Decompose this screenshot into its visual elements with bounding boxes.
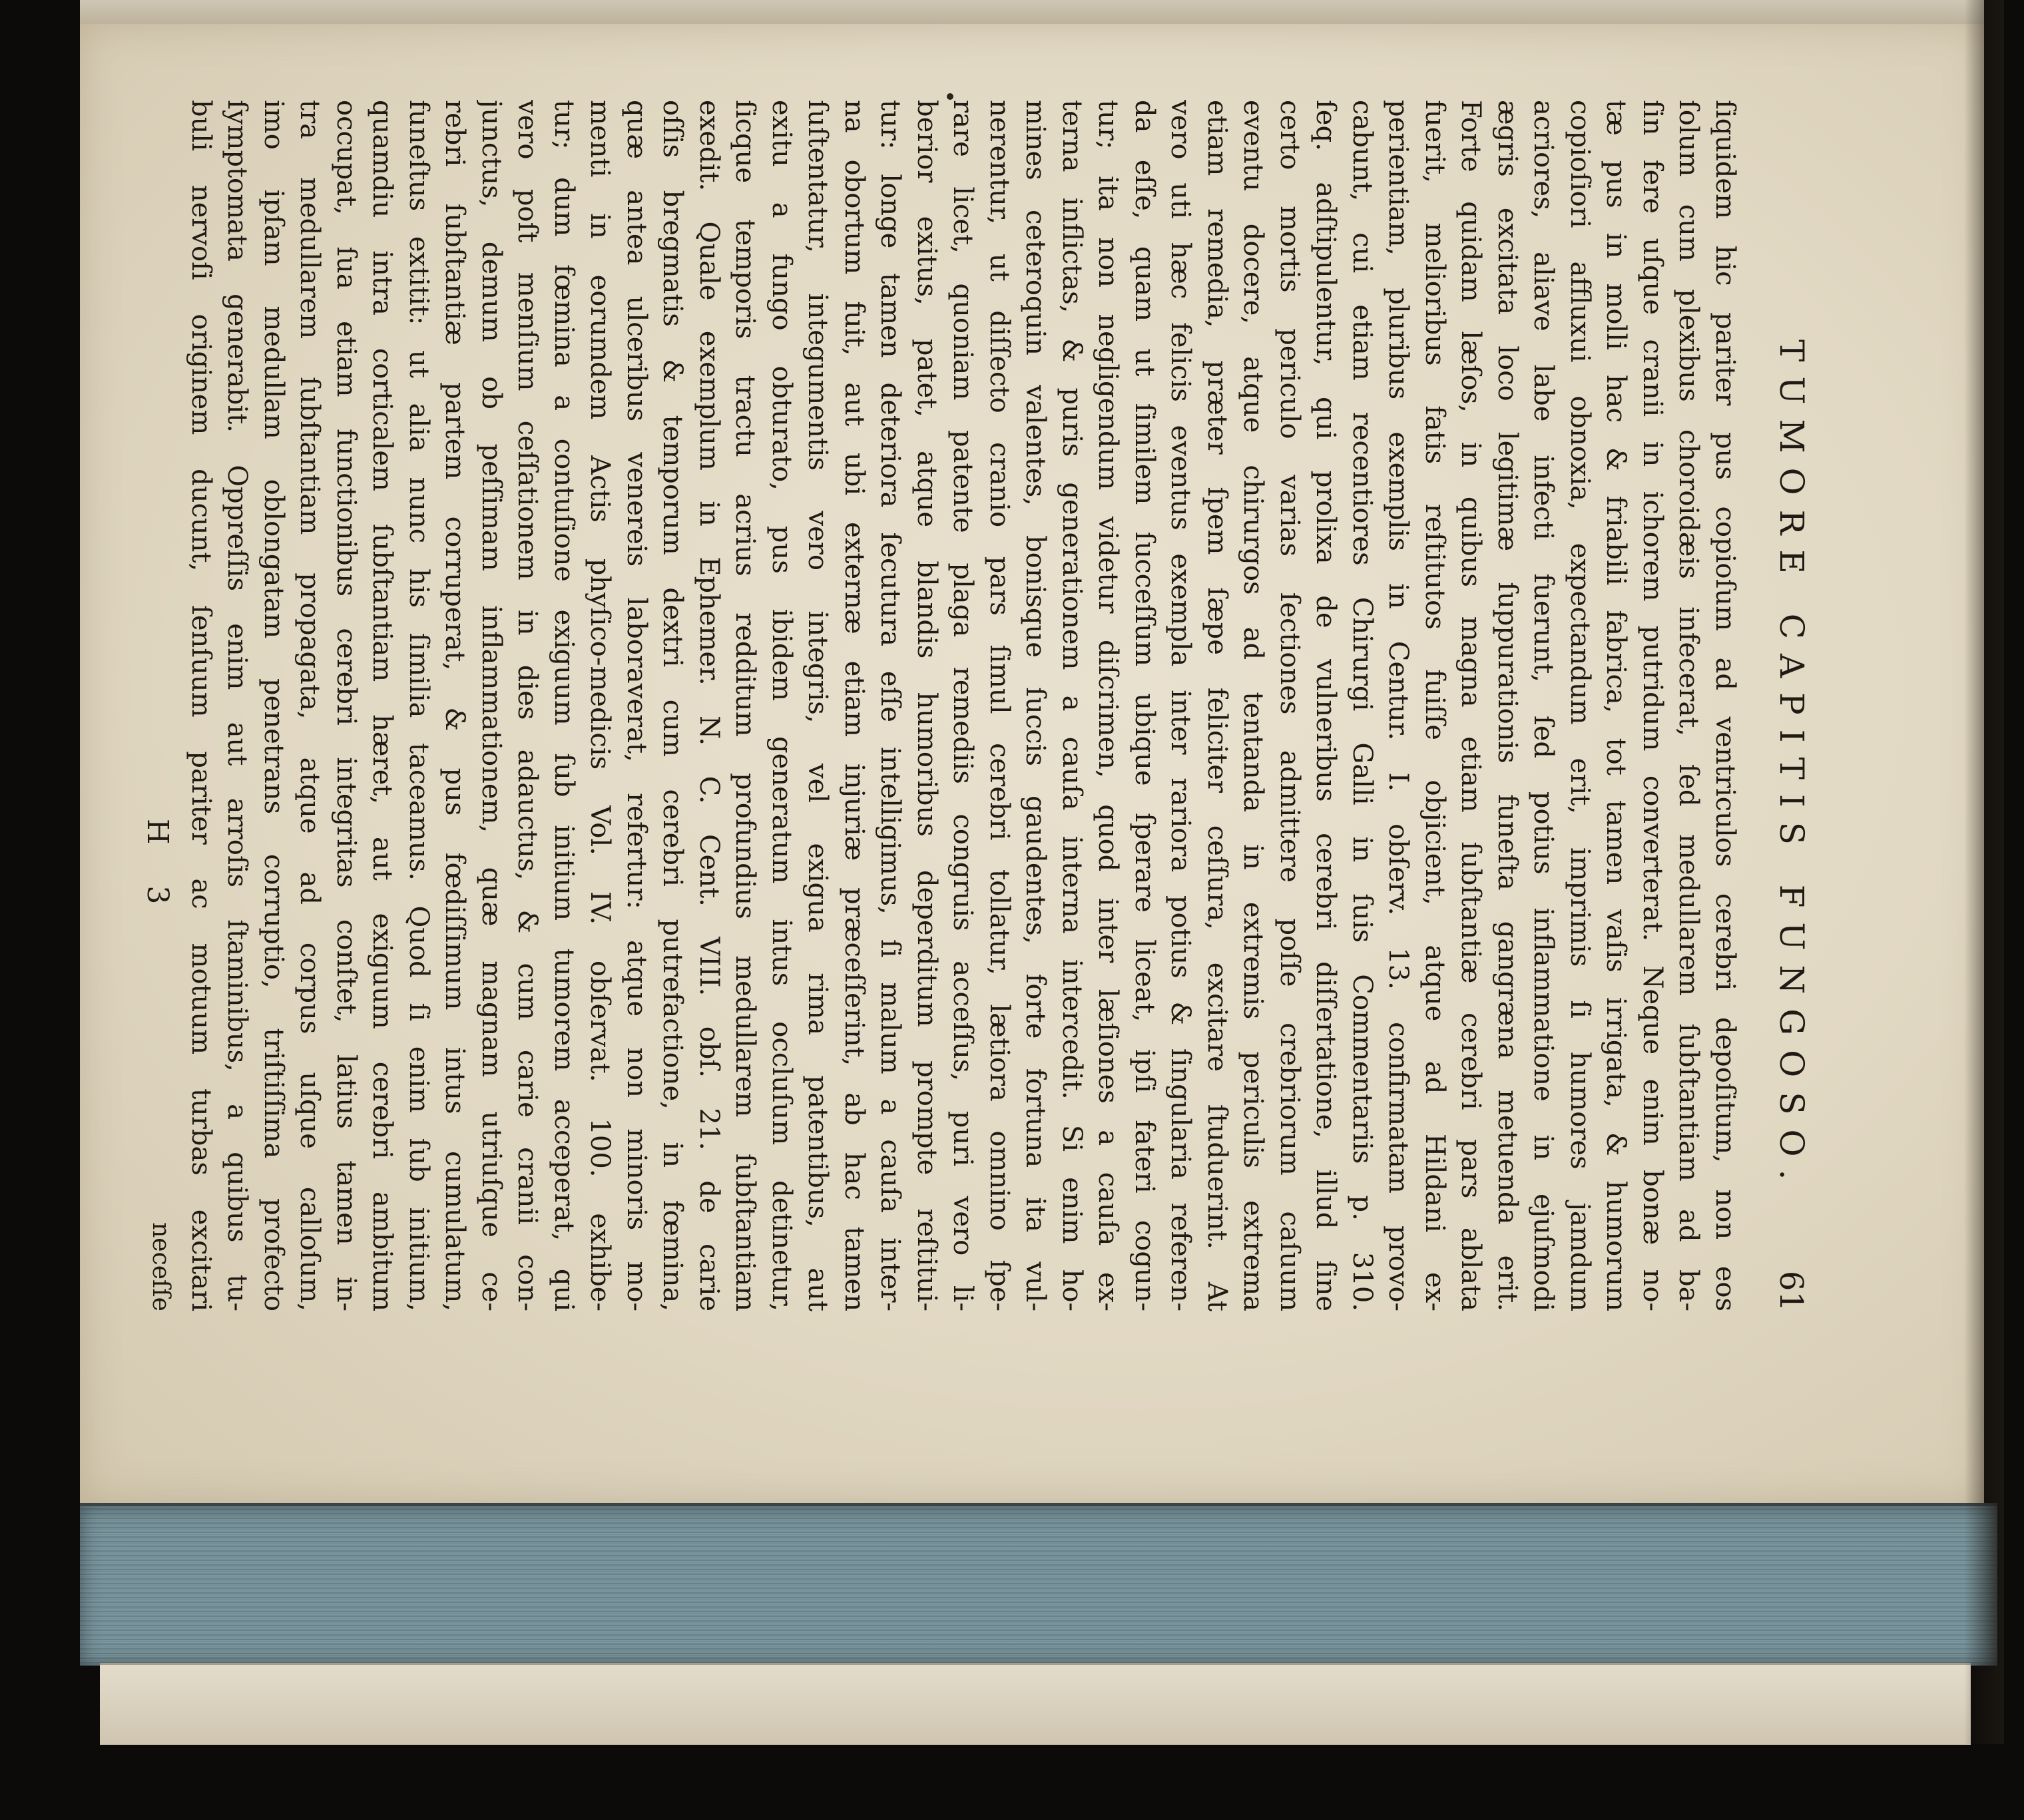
page-header [1758, 100, 1811, 1311]
text-line: menti in eorumdem Actis phyſico-medicis Vol. IV. obſervat. 100. exhibe- [585, 100, 616, 1311]
text-line: ſiquidem hic pariter pus copioſum ad ventriculos cerebri depoſitum, non eos [1710, 100, 1740, 1311]
text-line: vero uti hæc felicis eventus exempla inter rariora potius & ſingularia referen- [1165, 100, 1196, 1311]
text-line: ſuſtentatur, integumentis vero integris, vel exigua rima patentibus, aut [802, 100, 834, 1311]
rotated-text-block [140, 100, 1811, 1311]
text-line: funeſtus extitit: ut alia nunc his ſimilia taceamus. Quod ſi enim ſub initium, [403, 100, 434, 1311]
text-line: tra medullarem ſubſtantiam propagata, atque ad corpus uſque calloſum, [294, 100, 326, 1311]
ink-speck [947, 93, 953, 100]
text-line: mines ceteroquin valentes, bonisque ſuccis gaudentes, forte fortuna ita vul- [1020, 100, 1051, 1311]
text-line: berior exitus, patet, atque blandis humoribus deperditum prompte reſtitui- [911, 100, 942, 1311]
text-line: ſymptomata generabit. Oppreſſis enim aut arroſis ſtaminibus, a quibus tu- [222, 100, 253, 1311]
text-line: perientiam, pluribus exemplis in Centur. I. obſerv. 13. confirmatam provo- [1383, 100, 1414, 1311]
text-line: rare licet, quoniam patente plaga remediis congruis acceſſus, puri vero li- [947, 100, 979, 1311]
text-line: copioſiori affluxui obnoxia, expectandum erit, imprimis ſi humores jamdum [1565, 100, 1595, 1311]
text-line: certo mortis periculo varias ſectiones admittere poſſe crebriorum caſuum [1274, 100, 1305, 1311]
text-line: fuerit, melioribus fatis reſtitutos fuiſſe objicient, atque ad Hildani ex- [1419, 100, 1450, 1311]
text-line: ſolum cum plexibus choroidæis infecerat, ſed medullarem ſubſtantiam ad ba- [1673, 100, 1704, 1311]
text-line: vero poſt menſium ceſſationem in dies adauctus, & cum carie cranii con- [512, 100, 543, 1311]
text-line: tur; ita non negligendum videtur diſcrimen, quod inter læſiones a cauſa ex- [1093, 100, 1124, 1311]
text-line: eventu docere, atque chirurgos ad tentanda in extremis periculis extrema [1238, 100, 1269, 1311]
text-line: quamdiu intra corticalem ſubſtantiam hæret, aut exiguum cerebri ambitum [367, 100, 398, 1311]
body-text [183, 100, 1744, 1311]
text-line: ſin fere uſque cranii in ichorem putridum converterat. Neque enim bonæ no- [1637, 100, 1668, 1311]
text-line: tur: longe tamen deteriora ſecutura eſſe intelligimus, ſi malum a cauſa inter- [875, 100, 906, 1311]
text-line: rebri ſubſtantiæ partem corruperat, & pus fœdiſſimum intus cumulatum, [439, 100, 471, 1311]
text-line: buli nervoſi originem ducunt, ſenſuum pariter ac motuum turbas excitari [186, 100, 216, 1311]
text-line: oſſis bregmatis & temporum dextri cum cerebri putrefactione, in fœmina, [657, 100, 688, 1311]
text-line: ſicque temporis tractu acrius redditum profundius medullarem ſubſtantiam [730, 100, 761, 1311]
text-line: quæ antea ulceribus venereis laboraverat, refertur: atque non minoris mo- [621, 100, 652, 1311]
running-title: TUMORE CAPITIS FUNGOSO. [1772, 340, 1811, 1195]
page-number: 61 [1772, 1270, 1810, 1311]
text-line: na obortum fuit, aut ubi externæ etiam injuriæ præceſſerint, ab hac tamen [839, 100, 870, 1311]
text-line: nerentur, ut diſſecto cranio pars ſimul cerebri tollatur, lætiora omnino ſpe- [984, 100, 1015, 1311]
gutter-shadow [1964, 0, 2004, 1744]
text-line: exedit. Quale exemplum in Ephemer. N. C. Cent. VIII. obſ. 21. de carie [694, 100, 724, 1311]
text-line: junctus, demum ob peſſimam inflammationem, quæ magnam utriuſque ce- [476, 100, 507, 1311]
text-line: exitu a fungo obturato, pus ibidem generatum intus occluſum detinetur, [766, 100, 797, 1311]
text-line: Forte quidam læſos, in quibus magna etiam ſubſtantiæ cerebri pars ablata [1455, 100, 1487, 1311]
text-line: acriores, aliave labe infecti fuerunt, ſed potius inflammatione in ejuſmodi [1528, 100, 1559, 1311]
text-line: da eſſe, quam ut ſimilem ſucceſſum ubique ſperare liceat, ipſi fateri cogun- [1129, 100, 1160, 1311]
text-line: ægris excitata loco legitimæ ſuppurationis funeſta gangræna metuenda erit. [1492, 100, 1523, 1311]
catchword: neceſſe [147, 1222, 175, 1311]
text-line: occupat, ſua etiam functionibus cerebri integritas conſtet, latius tamen in- [331, 100, 362, 1311]
text-line: imo ipſam medullam oblongatam penetrans corruptio, triſtiſſima profecto [258, 100, 289, 1311]
book-cover-board [100, 1663, 1971, 1745]
text-line: tæ pus in molli hac & friabili fabrica, tot tamen vaſis irrigata, & humorum [1601, 100, 1632, 1311]
text-line: ſeq. adſtipulentur, qui prolixa de vulneribus cerebri diſſertatione, illud ſine [1310, 100, 1342, 1311]
text-line: etiam remedia, præter ſpem ſæpe feliciter ceſſura, excitare ſtuduerint. At [1202, 100, 1232, 1311]
page-block-edge [80, 1503, 1997, 1666]
page-footer [128, 100, 175, 1311]
text-line: terna inflictas, & puris generationem a cauſa interna intercedit. Si enim ho- [1057, 100, 1087, 1311]
previous-page-edge [80, 0, 1984, 26]
text-line: tur; dum fœmina a contuſione exiguum ſub initium tumorem acceperat, qui [549, 100, 579, 1311]
signature-mark: H 3 [140, 819, 175, 921]
text-line: cabunt, cui etiam recentiores Chirurgi Galli in ſuis Commentariis p. 310. [1347, 100, 1378, 1311]
